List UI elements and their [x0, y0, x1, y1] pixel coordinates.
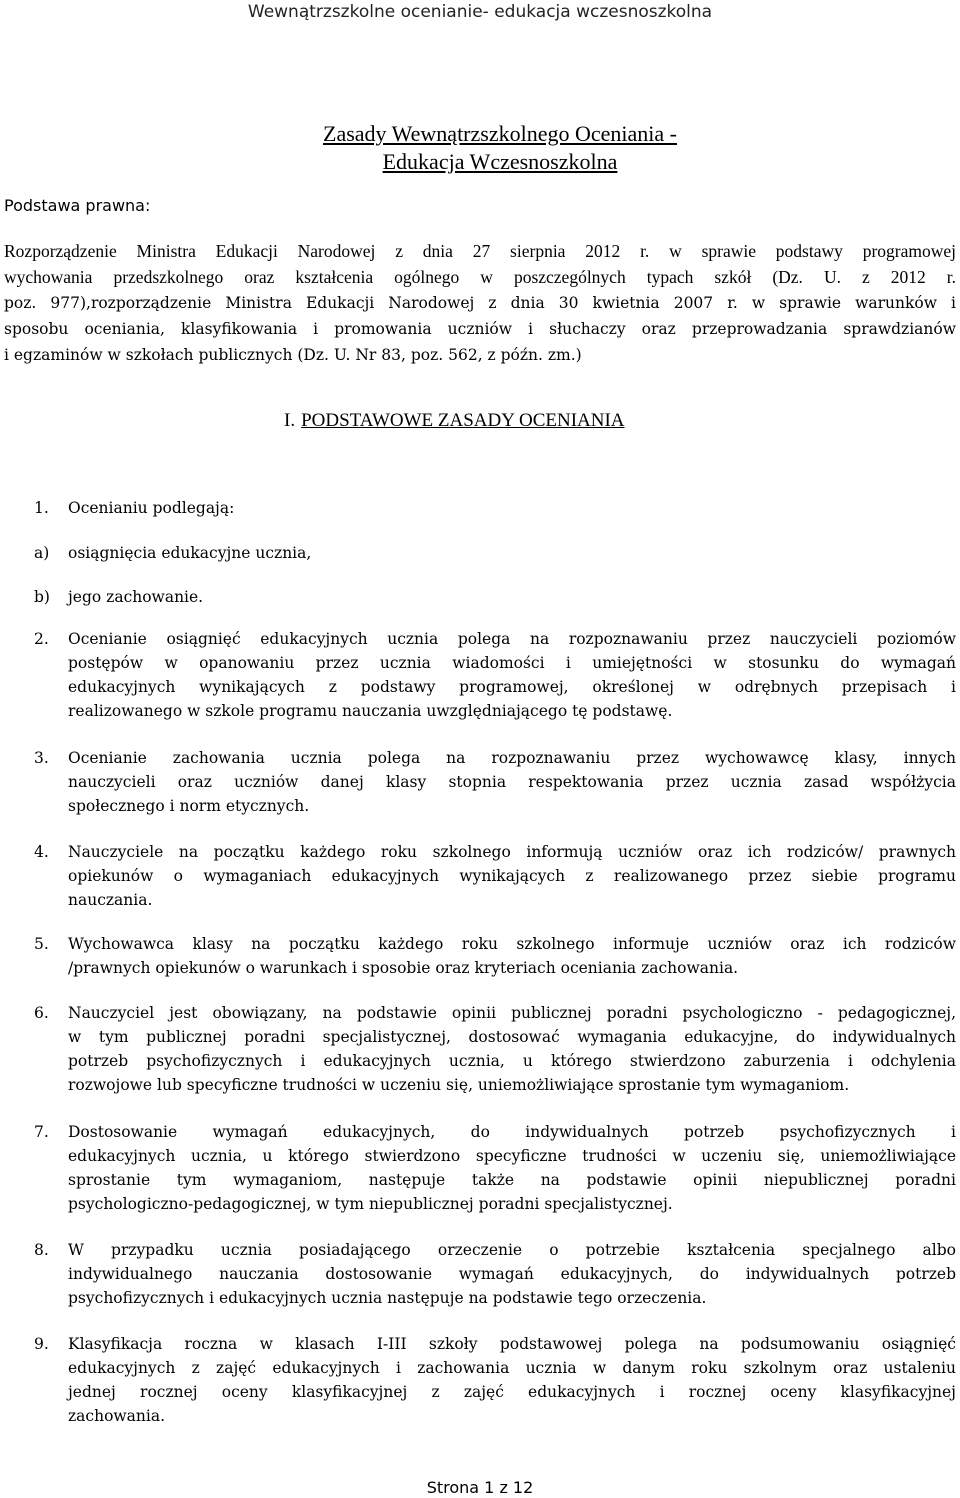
list-item-number: 2.	[34, 630, 49, 648]
list-item-text	[68, 932, 956, 980]
list-item	[34, 585, 956, 609]
list-item-line: jednej rocznej oceny klasyfikacyjnej z zajęć edukacyjnych i rocznej oceny klasyfikacyjnej	[68, 1383, 956, 1401]
list-item-line: nauczycieli oraz uczniów danej klasy stopnia respektowania przez ucznia zasad współżycia	[68, 773, 956, 791]
list-item-text	[68, 1332, 956, 1428]
running-header: Wewnątrzszkolne ocenianie- edukacja wczesnoszkolna	[247, 2, 713, 22]
list-item-number: 3.	[34, 749, 49, 767]
list-item	[34, 840, 956, 912]
section-number: I.	[284, 410, 296, 431]
list-item	[34, 627, 956, 723]
list-item-line: Nauczyciele na początku każdego roku szkolnego informują uczniów oraz ich rodziców/ prawnych	[68, 843, 956, 861]
section-heading	[284, 410, 625, 432]
list-item-number: a)	[34, 544, 50, 562]
list-item-line: Dostosowanie wymagań edukacyjnych, do indywidualnych potrzeb psychofizycznych i	[68, 1123, 956, 1141]
list-item-line: zachowania.	[68, 1407, 166, 1425]
list-item	[34, 932, 956, 980]
list-item-line: Ocenianie zachowania ucznia polega na rozpoznawaniu przez wychowawcę klasy, innych	[68, 749, 956, 767]
list-item	[34, 496, 956, 520]
legal-basis-text	[4, 238, 956, 368]
list-item-text	[68, 746, 956, 818]
list-item-line: osiągnięcia edukacyjne ucznia,	[68, 544, 312, 562]
list-item-text	[68, 585, 956, 609]
list-item	[34, 746, 956, 818]
list-item-text	[68, 1001, 956, 1097]
list-item-line: edukacyjnych ucznia, u którego stwierdzono specyficzne trudności w uczeniu się, uniemożliwiające	[68, 1147, 956, 1165]
list-item-text	[68, 1120, 956, 1216]
list-item-line: postępów w opanowaniu przez ucznia wiadomości i umiejętności w stosunku do wymagań	[68, 654, 956, 672]
list-item-line: w tym publicznej poradni specjalistycznej, dostosować wymagania edukacyjne, do indywidualnych	[68, 1028, 956, 1046]
list-item-number: 9.	[34, 1335, 49, 1353]
legal-line: i egzaminów w szkołach publicznych (Dz. U. Nr 83, poz. 562, z późn. zm.)	[4, 346, 582, 364]
list-item-line: rozwojowe lub specyficzne trudności w uczeniu się, uniemożliwiające sprostanie tym wymaganiom.	[68, 1076, 850, 1094]
list-item-number: b)	[34, 588, 50, 606]
list-item-text	[68, 541, 956, 565]
list-item-line: Klasyfikacja roczna w klasach I-III szkoły podstawowej polega na podsumowaniu osiągnięć	[68, 1335, 956, 1353]
list-item-line: psychofizycznych i edukacyjnych ucznia następuje na podstawie tego orzeczenia.	[68, 1289, 707, 1307]
list-item-line: edukacyjnych wynikających z podstawy programowej, określonej w odrębnych przepisach i	[68, 678, 956, 696]
list-item-line: Wychowawca klasy na początku każdego roku szkolnego informuje uczniów oraz ich rodziców	[68, 935, 956, 953]
document-title-line2: Edukacja Wczesnoszkolna	[382, 149, 618, 174]
list-item-line: potrzeb psychofizycznych i edukacyjnych ucznia, u którego stwierdzono zaburzenia i odchylenia	[68, 1052, 956, 1070]
page-number: Strona 1 z 12	[426, 1478, 534, 1497]
list-item-line: psychologiczno-pedagogicznej, w tym niepublicznej poradni specjalistycznej.	[68, 1195, 673, 1213]
legal-basis-label: Podstawa prawna:	[4, 196, 151, 215]
list-item-text	[68, 840, 956, 912]
list-item-line: opiekunów o wymaganiach edukacyjnych wynikających z realizowanego przez siebie programu	[68, 867, 956, 885]
list-item-text	[68, 496, 956, 520]
list-item-line: edukacyjnych z zajęć edukacyjnych i zachowania ucznia w danym roku szkolnym oraz ustaleniu	[68, 1359, 956, 1377]
legal-line: Rozporządzenie Ministra Edukacji Narodowej z dnia 27 sierpnia 2012 r. w sprawie podstawy programowej	[4, 241, 956, 261]
list-item-number: 1.	[34, 499, 49, 517]
list-item	[34, 1001, 956, 1097]
list-item-line: Ocenianiu podlegają:	[68, 499, 235, 517]
legal-line: wychowania przedszkolnego oraz kształcenia ogólnego w poszczególnych typach szkół (Dz. U. z 2012 r.	[4, 267, 956, 287]
list-item	[34, 541, 956, 565]
list-item-line: indywidualnego nauczania dostosowanie wymagań edukacyjnych, do indywidualnych potrzeb	[68, 1265, 956, 1283]
list-item-line: społecznego i norm etycznych.	[68, 797, 310, 815]
list-item-line: Ocenianie osiągnięć edukacyjnych ucznia polega na rozpoznawaniu przez nauczycieli poziomów	[68, 630, 956, 648]
list-item-line: W przypadku ucznia posiadającego orzeczenie o potrzebie kształcenia specjalnego albo	[68, 1241, 956, 1259]
list-item-text	[68, 1238, 956, 1310]
legal-line: poz. 977),rozporządzenie Ministra Edukacji Narodowej z dnia 30 kwietnia 2007 r. w sprawie warunków i	[4, 294, 956, 312]
section-title: PODSTAWOWE ZASADY OCENIANIA	[301, 410, 625, 431]
legal-line: sposobu oceniania, klasyfikowania i promowania uczniów i słuchaczy oraz przeprowadzania sprawdzianów	[4, 320, 956, 338]
list-item	[34, 1120, 956, 1216]
list-item-text	[68, 627, 956, 723]
list-item-line: realizowanego w szkole programu nauczania uwzględniającego tę podstawę.	[68, 702, 673, 720]
document-title-line1: Zasady Wewnątrzszkolnego Oceniania -	[323, 121, 677, 146]
list-item-number: 8.	[34, 1241, 49, 1259]
list-item-line: /prawnych opiekunów o warunkach i sposobie oraz kryteriach oceniania zachowania.	[68, 959, 739, 977]
list-item-number: 6.	[34, 1004, 49, 1022]
list-item-number: 5.	[34, 935, 49, 953]
list-item-line: jego zachowanie.	[68, 588, 204, 606]
list-item	[34, 1332, 956, 1428]
list-item-line: Nauczyciel jest obowiązany, na podstawie opinii publicznej poradni psychologiczno - pedagogicznej,	[68, 1004, 956, 1022]
list-item-number: 4.	[34, 843, 49, 861]
list-item-number: 7.	[34, 1123, 49, 1141]
list-item-line: nauczania.	[68, 891, 153, 909]
list-item	[34, 1238, 956, 1310]
list-item-line: sprostanie tym wymaganiom, następuje także na podstawie opinii niepublicznej poradni	[68, 1171, 956, 1189]
